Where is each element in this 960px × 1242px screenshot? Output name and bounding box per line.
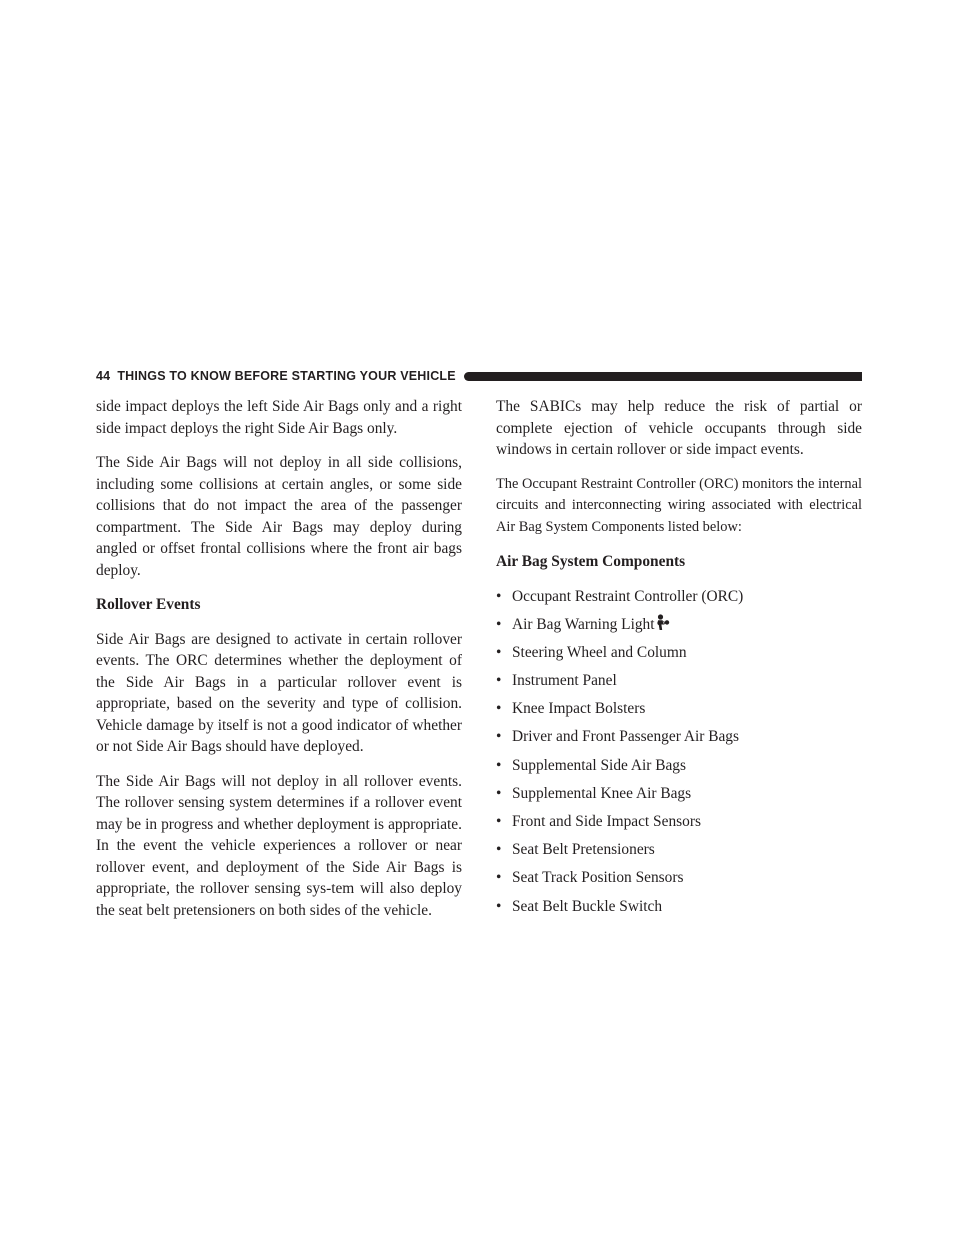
page-number: 44 (96, 369, 111, 383)
paragraph: The Side Air Bags will not deploy in all rollover events. The rollover sensing system determines if a rollover event may be in progress and whether deployment is appropriate. In the event the vehicle experiences a rollover or near rollover event, and deployment of the Side Air Bags is appropriate, the rollover sensing sys-tem will also deploy the seat belt pretensioners on both sides of the vehicle. (96, 772, 462, 919)
airbag-warning-icon (656, 614, 670, 631)
paragraph: The Side Air Bags will not deploy in all side collisions, including some collisions at certain angles, or some side collisions that do not impact the area of the passenger compartment. The Side Air Bags may deploy during angled or offset frontal collisions where the front air bags deploy. (96, 454, 462, 579)
list-item (496, 614, 862, 636)
list-item-text: Steering Wheel and Column (512, 643, 687, 661)
paragraph: side impact deploys the left Side Air Bags only and a right side impact deploys the right Side Air Bags only. (96, 398, 462, 437)
list-item (496, 698, 862, 720)
list-item (496, 726, 862, 748)
paragraph: The SABICs may help reduce the risk of partial or complete ejection of vehicle occupants through side windows in certain rollover or side impact events. (496, 398, 862, 458)
list-item-text: Air Bag Warning Light (512, 615, 655, 633)
list-item (496, 783, 862, 805)
bullet: • (496, 897, 502, 915)
section-heading-rollover: Rollover Events (96, 596, 201, 613)
list-item (496, 670, 862, 692)
bullet: • (496, 672, 502, 690)
bullet: • (496, 728, 502, 746)
left-column (96, 396, 462, 934)
list-item-text: Seat Belt Pretensioners (512, 841, 655, 859)
list-item-text: Seat Belt Buckle Switch (512, 897, 663, 915)
components-list (496, 586, 862, 918)
bullet: • (496, 700, 502, 718)
list-item (496, 755, 862, 777)
bullet: • (496, 756, 502, 774)
list-item-text: Instrument Panel (512, 672, 617, 690)
bullet: • (496, 615, 502, 633)
list-item-text: Supplemental Knee Air Bags (512, 784, 692, 802)
list-item (496, 586, 862, 608)
bullet: • (496, 841, 502, 859)
page-header (96, 364, 862, 388)
list-item (496, 867, 862, 889)
list-item (496, 642, 862, 664)
section-heading-components: Air Bag System Components (496, 553, 686, 570)
bullet: • (496, 587, 502, 605)
bullet: • (496, 813, 502, 830)
list-item (496, 839, 862, 861)
list-item-text: Front and Side Impact Sensors (512, 813, 701, 830)
list-item (496, 896, 862, 918)
list-item (496, 811, 862, 833)
right-column (496, 396, 862, 924)
list-item-text: Knee Impact Bolsters (512, 700, 646, 718)
list-item-text: Driver and Front Passenger Air Bags (512, 728, 739, 746)
running-title: THINGS TO KNOW BEFORE STARTING YOUR VEHICLE (117, 369, 456, 383)
list-item-text: Supplemental Side Air Bags (512, 756, 686, 774)
paragraph: Side Air Bags are designed to activate in certain rollover events. The ORC determines whether the deployment of the Side Air Bags in a particular rollover event is appropriate, based on the severity and type of collision. Vehicle damage by itself is not a good indicator of whether or not Side Air Bags should have deployed. (96, 630, 462, 755)
bullet: • (496, 643, 502, 661)
list-item-text: Occupant Restraint Controller (ORC) (512, 587, 744, 605)
header-rule (464, 372, 862, 381)
paragraph: The Occupant Restraint Controller (ORC) monitors the internal circuits and interconnecting wiring associated with electrical Air Bag System Components listed below: (496, 475, 862, 535)
bullet: • (496, 784, 502, 802)
bullet: • (496, 869, 502, 887)
list-item-text: Seat Track Position Sensors (512, 869, 684, 887)
